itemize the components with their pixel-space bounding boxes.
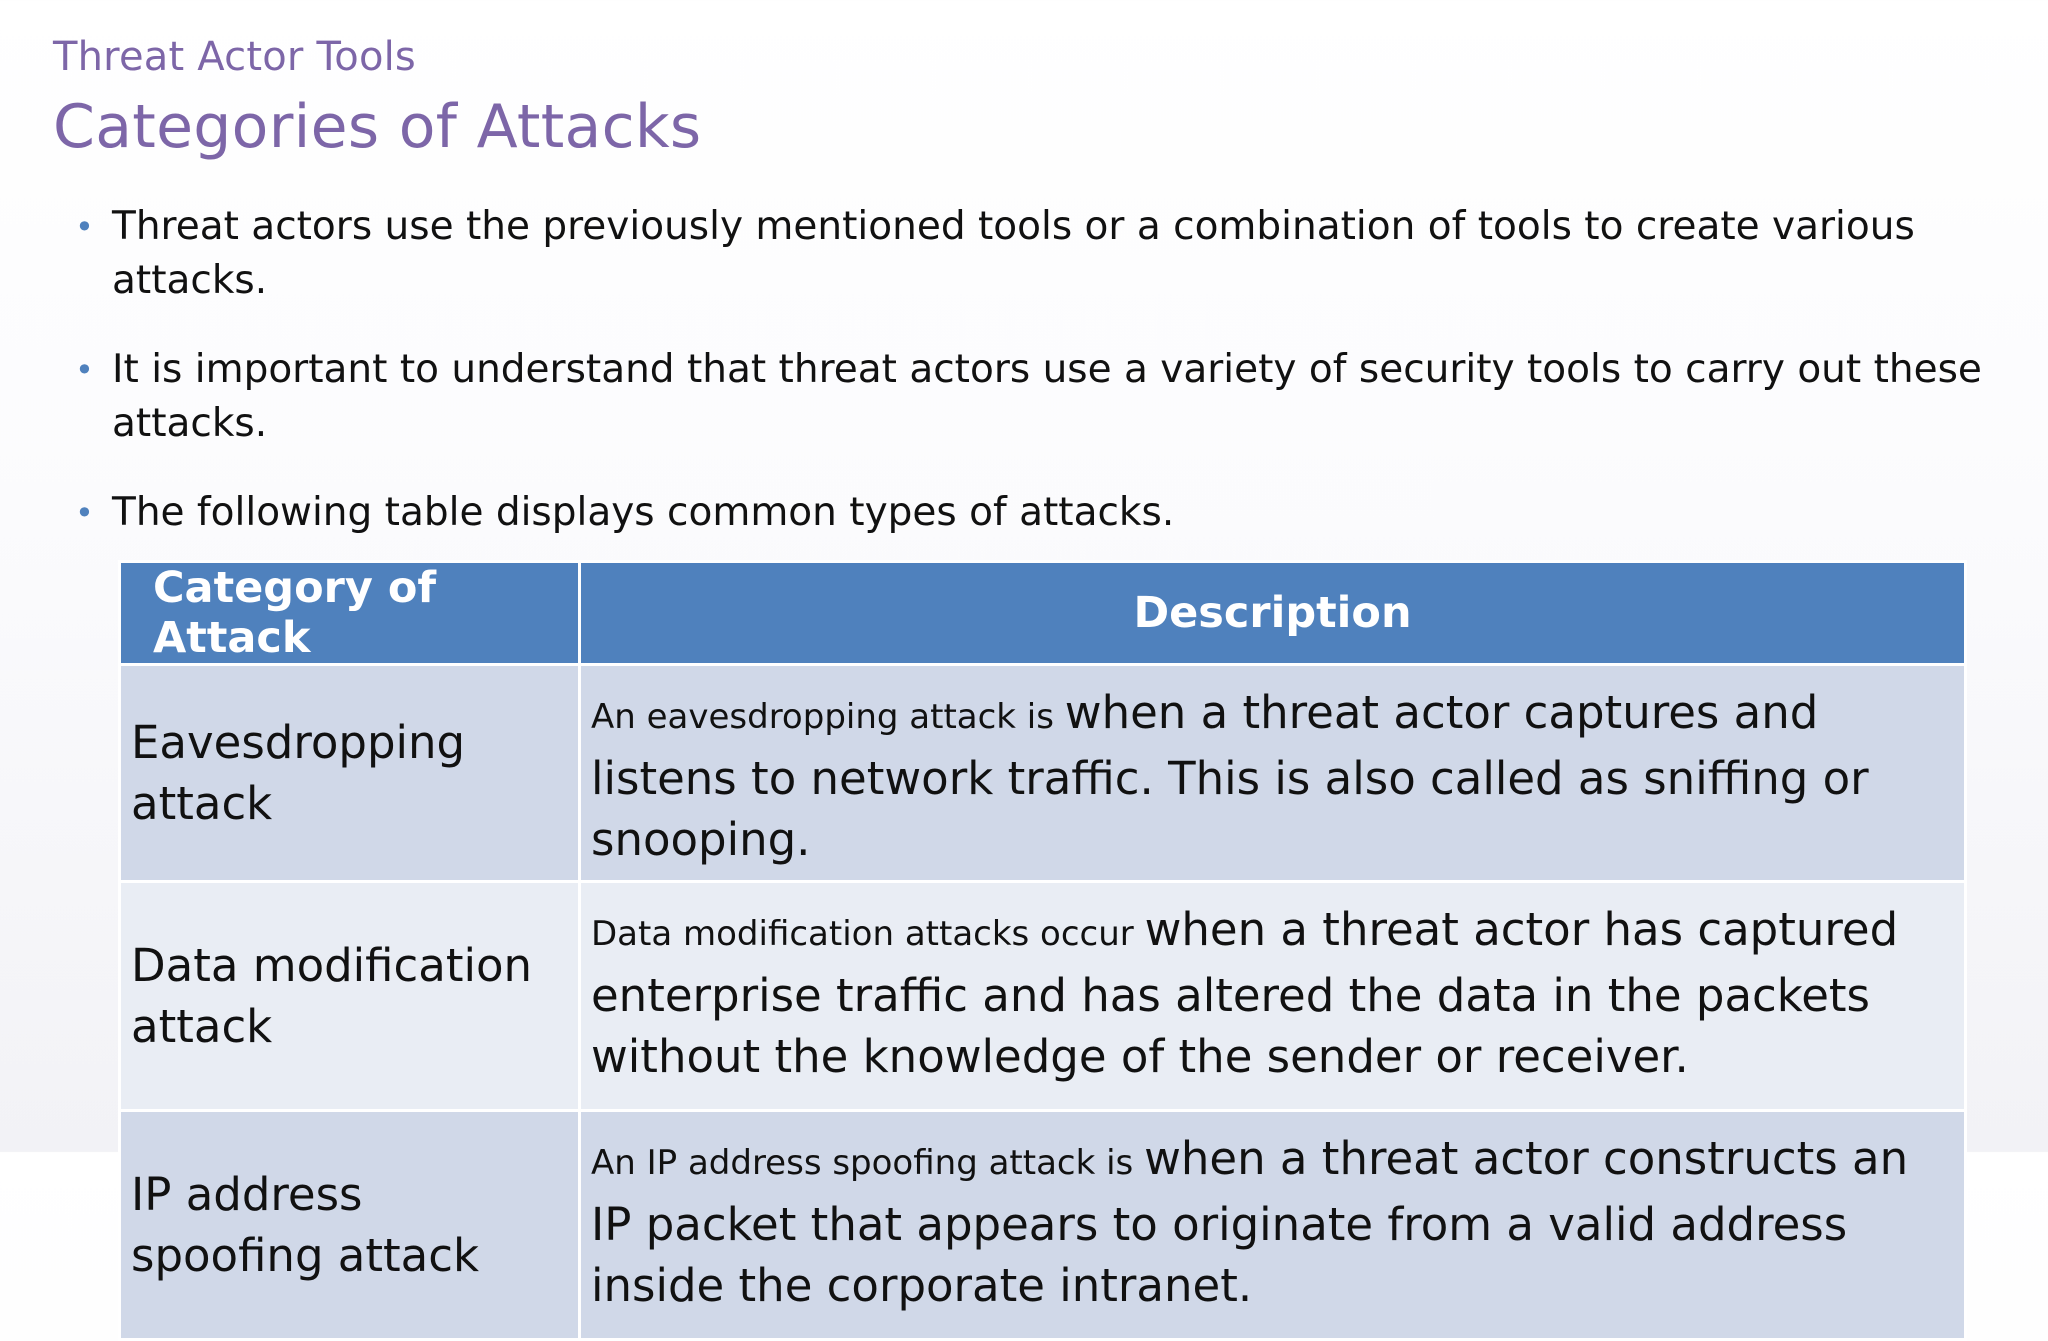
slide-title: Categories of Attacks [53, 92, 702, 162]
bullet-dot-icon: • [75, 494, 94, 532]
category-cell: Data modification attack [120, 882, 580, 1111]
slide-subtitle: Threat Actor Tools [53, 34, 416, 80]
table-row [120, 1111, 1966, 1340]
description-lead: Data modification attacks occur [591, 914, 1145, 954]
description-lead: An eavesdropping attack is [591, 697, 1065, 737]
bullet-item [75, 486, 1995, 540]
bullet-list [75, 200, 1995, 575]
description-lead: An IP address spoofing attack is [591, 1143, 1145, 1183]
bullet-text: Threat actors use the previously mentioned tools or a combination of tools to create various attacks. [112, 204, 1915, 303]
description-text: when a threat actor constructs an IP packet that appears to originate from a valid address inside the corporate intranet. [591, 1132, 1909, 1312]
description-text: when a threat actor has captured enterprise traffic and has altered the data in the packets without the knowledge of the sender or receiver. [591, 903, 1899, 1083]
table-row [120, 665, 1966, 882]
description-cell [580, 665, 1966, 882]
category-cell: Eavesdropping attack [120, 665, 580, 882]
category-cell: IP address spoofing attack [120, 1111, 580, 1340]
header-description: Description [580, 562, 1966, 665]
bullet-text: The following table displays common types of attacks. [112, 490, 1175, 535]
bullet-item [75, 200, 1995, 308]
attacks-table [118, 560, 1967, 1341]
bullet-dot-icon: • [75, 208, 94, 246]
bullet-item [75, 343, 1995, 451]
attacks-table-container [118, 560, 1964, 1341]
bullet-text: It is important to understand that threat actors use a variety of security tools to carry out these attacks. [112, 347, 1982, 446]
bullet-dot-icon: • [75, 351, 94, 389]
table-header-row [120, 562, 1966, 665]
description-cell [580, 882, 1966, 1111]
description-text: when a threat actor captures and listens to network traffic. This is also called as sniffing or snooping. [591, 686, 1869, 866]
table-row [120, 882, 1966, 1111]
description-cell [580, 1111, 1966, 1340]
header-category: Category of Attack [120, 562, 580, 665]
